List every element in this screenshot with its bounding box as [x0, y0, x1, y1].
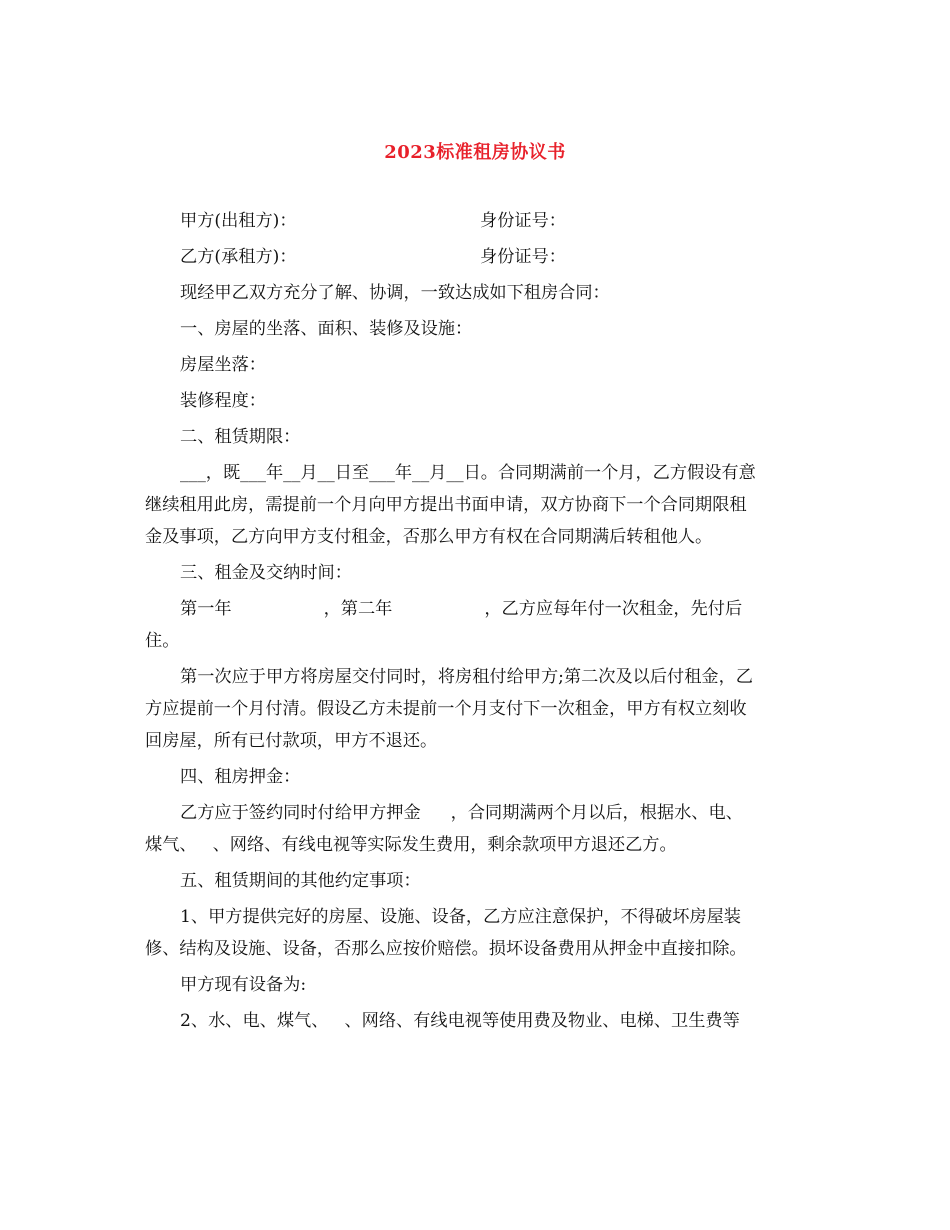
term-line-1: ___，既___年__月__日至___年__月__日。合同期满前一个月，乙方假设有意	[180, 463, 756, 483]
section1-heading: 一、房屋的坐落、面积、装修及设施：	[180, 319, 473, 339]
rent-line-1	[145, 593, 810, 625]
section4-heading: 四、租房押金：	[180, 767, 301, 787]
rent-second-year: ，第二年	[323, 599, 393, 619]
payment-line-1: 第一次应于甲方将房屋交付同时，将房租付给甲方;第二次及以后付租金，乙	[180, 667, 753, 687]
rent-tail: ，乙方应每年付一次租金，先付后	[484, 599, 743, 619]
rent-line-2: 住。	[145, 631, 180, 651]
item2-part-2: 、网络、有线电视等使用费及物业、电梯、卫生费等	[344, 1011, 740, 1031]
item2-part-1: 2、水、电、煤气、	[180, 1011, 329, 1031]
deposit-part-2: ，合同期满两个月以后，根据水、电、	[450, 803, 743, 823]
item2-paragraph	[145, 1005, 810, 1037]
item2-line-1	[145, 1005, 810, 1037]
term-line-2: 继续租用此房，需提前一个月向甲方提出书面申请，双方协商下一个合同期限租	[145, 495, 747, 515]
party-a-row	[145, 205, 810, 237]
party-a-label: 甲方(出租方)：	[180, 211, 297, 231]
rent-paragraph	[145, 593, 810, 657]
decoration-label: 装修程度：	[180, 391, 266, 411]
deposit-line-2	[145, 829, 810, 861]
equipment-label: 甲方现有设备为:	[180, 975, 307, 995]
party-b-row	[145, 241, 810, 273]
location-label: 房屋坐落：	[180, 355, 266, 375]
party-a-id-label: 身份证号：	[480, 211, 566, 231]
party-b-id-label: 身份证号：	[480, 247, 566, 267]
payment-paragraph	[145, 661, 810, 757]
term-paragraph	[145, 457, 810, 553]
intro-paragraph: 现经甲乙双方充分了解、协调，一致达成如下租房合同：	[180, 283, 610, 303]
document-body	[145, 205, 810, 1041]
section2-heading: 二、租赁期限：	[180, 427, 301, 447]
section3-heading: 三、租金及交纳时间：	[180, 563, 352, 583]
deposit-line-2b: 、网络、有线电视等实际发生费用，剩余款项甲方退还乙方。	[212, 835, 677, 855]
term-line-3: 金及事项，乙方向甲方支付租金，否那么甲方有权在合同期满后转租他人。	[145, 527, 713, 547]
item1-paragraph	[145, 901, 810, 965]
party-b-label: 乙方(承租方)：	[180, 247, 297, 267]
section5-heading: 五、租赁期间的其他约定事项：	[180, 871, 421, 891]
payment-line-3: 回房屋，所有已付款项，甲方不退还。	[145, 731, 438, 751]
rent-first-year: 第一年	[180, 599, 232, 619]
item1-line-1: 1、甲方提供完好的房屋、设施、设备，乙方应注意保护，不得破坏房屋装	[180, 907, 741, 927]
deposit-line-2a: 煤气、	[145, 835, 197, 855]
item1-line-2: 修、结构及设施、设备，否那么应按价赔偿。损坏设备费用从押金中直接扣除。	[145, 939, 747, 959]
document-title: 2023标准租房协议书	[384, 142, 566, 163]
deposit-part-1: 乙方应于签约同时付给甲方押金	[180, 803, 421, 823]
deposit-line-1	[145, 797, 810, 829]
deposit-paragraph	[145, 797, 810, 861]
payment-line-2: 方应提前一个月付清。假设乙方未提前一个月支付下一次租金，甲方有权立刻收	[145, 699, 747, 719]
